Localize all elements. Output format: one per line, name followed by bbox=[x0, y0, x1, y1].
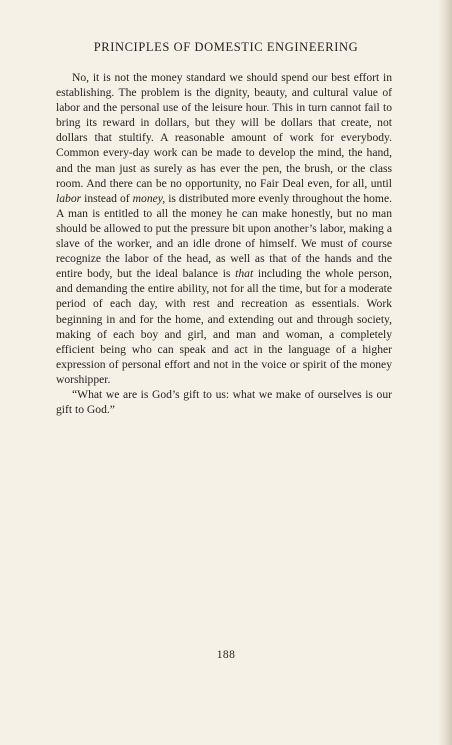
paragraph-1 bbox=[56, 70, 392, 387]
paragraph-2-quotation: “What we are is God’s gift to us: what we make of ourselves is our gift to God.” bbox=[56, 387, 392, 417]
page-edge-shadow bbox=[438, 0, 452, 745]
paragraph-1-part-4: including the whole person, and demanding the entire ability, not for all the time, but for a moderate period of each day, with rest and recreation as essentials. Work beginning in and for the home, and extending out and through society, making of each boy and girl, and man and woman, a completely efficient being who can speak and act in the language of a higher expression of personal effort and not in the voice or spirit of the money worshipper. bbox=[56, 267, 392, 386]
emphasis-that: that bbox=[235, 267, 254, 281]
body-text bbox=[56, 70, 392, 417]
paragraph-1-part-1: No, it is not the money standard we should spend our best effort in establishing. The problem is the dignity, beauty, and cultural value of labor and the personal use of the leisure hour. This in turn cannot fail to bring its reward in dollars, but they will be dollars that create, not dollars that stultify. A reasonable amount of work for everybody. Common every-day work can be made to develop the mind, the hand, and the man just as surely as has ever the pen, the brush, or the class room. And there can be no opportunity, no Fair Deal even, for all, until bbox=[56, 71, 392, 190]
emphasis-money: money, bbox=[132, 191, 166, 205]
page-number: 188 bbox=[216, 649, 236, 661]
paragraph-1-part-2: instead of bbox=[81, 191, 133, 205]
running-head: PRINCIPLES OF DOMESTIC ENGINEERING bbox=[93, 40, 359, 54]
emphasis-labor: labor bbox=[56, 191, 82, 205]
paragraph-1-part-3: is distributed more evenly throughout the home. A man is entitled to all the money he can make honestly, but no man should be allowed to put the pressure bit upon another’s labor, making a slave of the worker, and an idle drone of himself. We must of course recognize the labor of the head, as well as that of the hands and the entire body, but the ideal balance is bbox=[56, 191, 392, 281]
